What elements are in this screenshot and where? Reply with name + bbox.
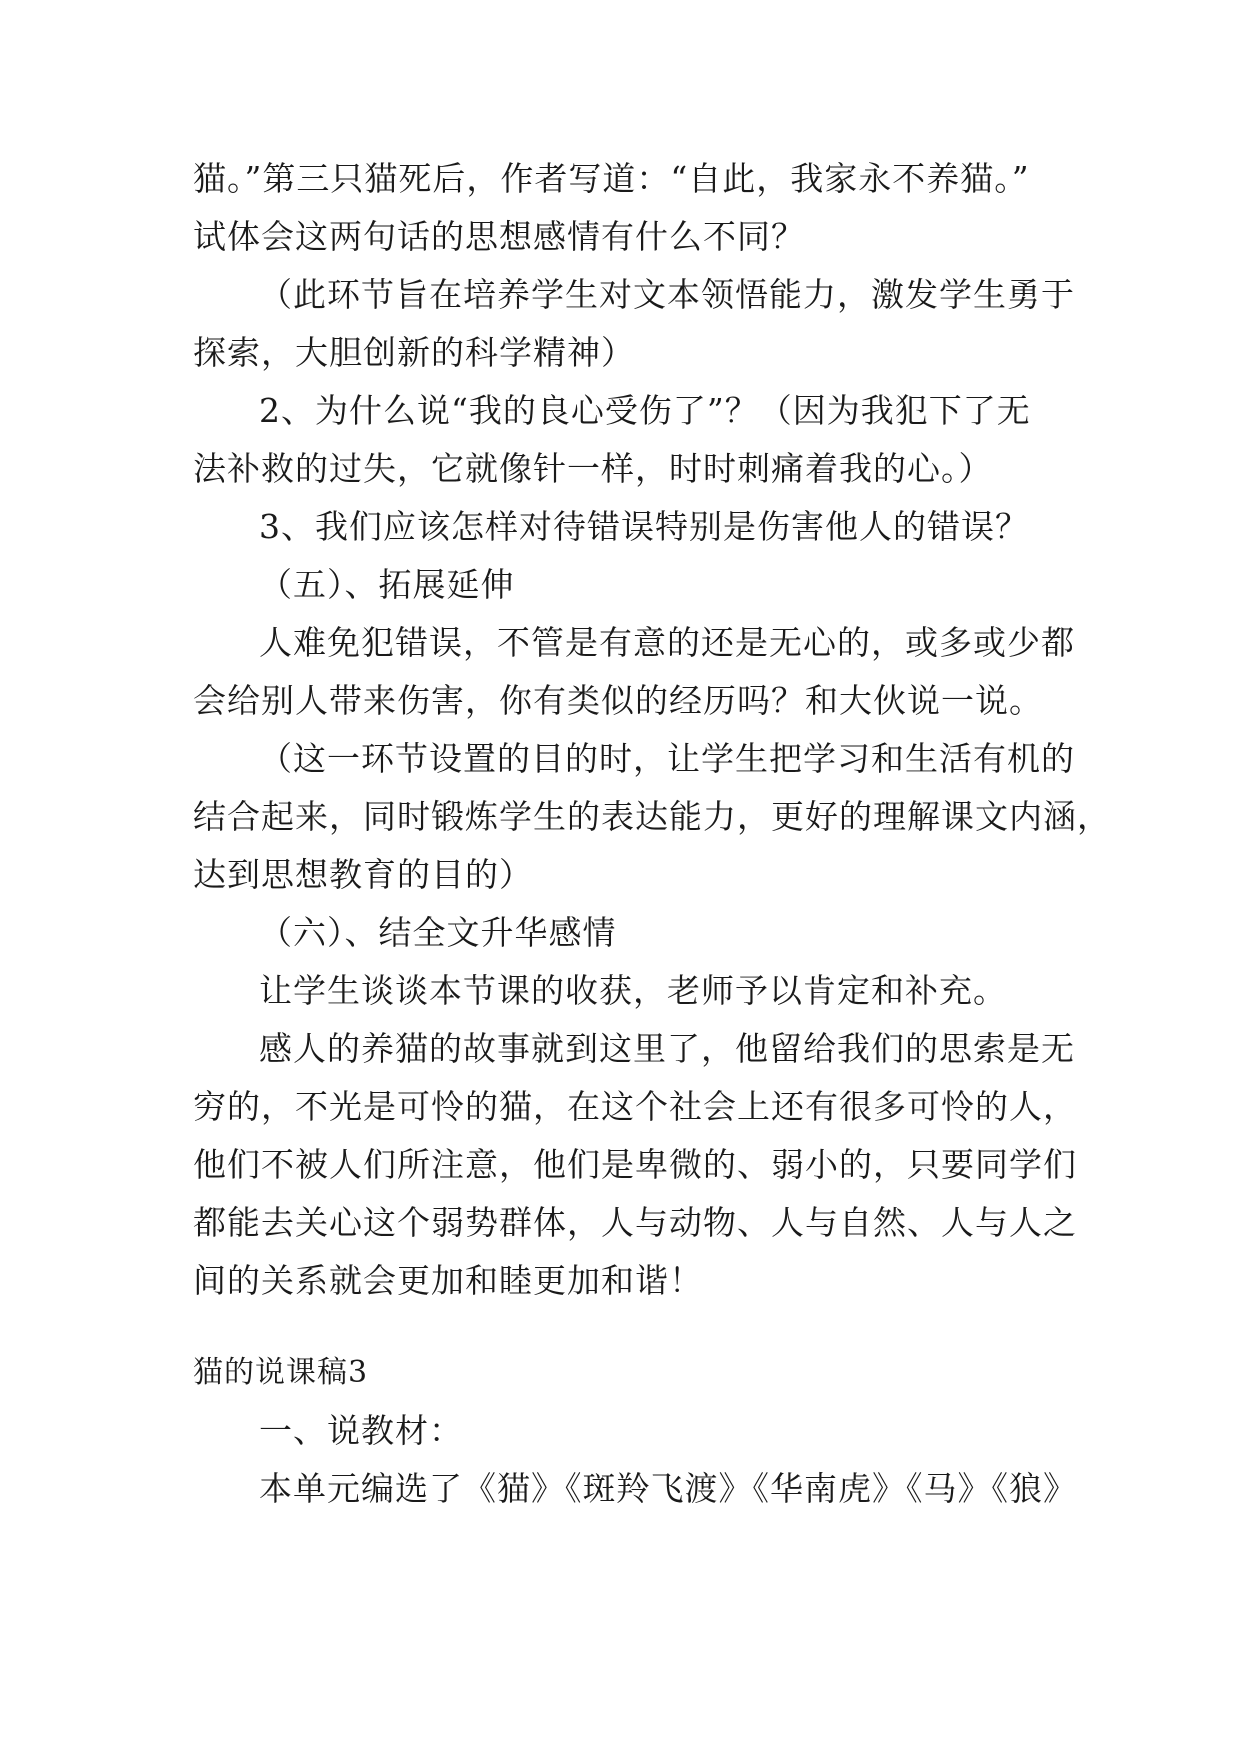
text-line: （这一环节设置的目的时，让学生把学习和生活有机的 xyxy=(259,739,1075,778)
subheading: （六）、结全文升华感情 xyxy=(259,913,617,952)
subheading: 一、说教材： xyxy=(259,1411,463,1450)
text-line: 让学生谈谈本节课的收获，老师予以肯定和补充。 xyxy=(259,971,1007,1010)
text-line: 间的关系就会更加和睦更加和谐！ xyxy=(193,1261,703,1300)
text-line: （此环节旨在培养学生对文本领悟能力，激发学生勇于 xyxy=(259,275,1075,314)
text-line: 本单元编选了《猫》《斑羚飞渡》《华南虎》《马》《狼》 xyxy=(259,1469,1077,1508)
document-page xyxy=(193,150,1111,1518)
text-line: 结合起来，同时锻炼学生的表达能力，更好的理解课文内涵， xyxy=(193,797,1111,836)
text-line: 2、为什么说“我的良心受伤了”？（因为我犯下了无 xyxy=(259,391,1031,430)
text-line: 试体会这两句话的思想感情有什么不同？ xyxy=(193,217,805,256)
text-line: 3、我们应该怎样对待错误特别是伤害他人的错误？ xyxy=(259,507,1029,546)
text-line: 穷的，不光是可怜的猫，在这个社会上还有很多可怜的人， xyxy=(193,1087,1077,1126)
text-line: 探索，大胆创新的科学精神） xyxy=(193,333,635,372)
text-line: 会给别人带来伤害，你有类似的经历吗？和大伙说一说。 xyxy=(193,681,1043,720)
text-line: 达到思想教育的目的） xyxy=(193,855,533,894)
text-line: 都能去关心这个弱势群体，人与动物、人与自然、人与人之 xyxy=(193,1203,1077,1242)
text-line: 法补救的过失，它就像针一样，时时刺痛着我的心。） xyxy=(193,449,993,488)
section-title: 猫的说课稿3 xyxy=(193,1355,369,1390)
text-line: 他们不被人们所注意，他们是卑微的、弱小的，只要同学们 xyxy=(193,1145,1077,1184)
text-line: 感人的养猫的故事就到这里了，他留给我们的思索是无 xyxy=(259,1029,1075,1068)
text-line: 人难免犯错误，不管是有意的还是无心的，或多或少都 xyxy=(259,623,1075,662)
text-line: 猫。”第三只猫死后，作者写道：“自此，我家永不养猫。” xyxy=(193,159,1030,198)
subheading: （五）、拓展延伸 xyxy=(259,565,515,604)
